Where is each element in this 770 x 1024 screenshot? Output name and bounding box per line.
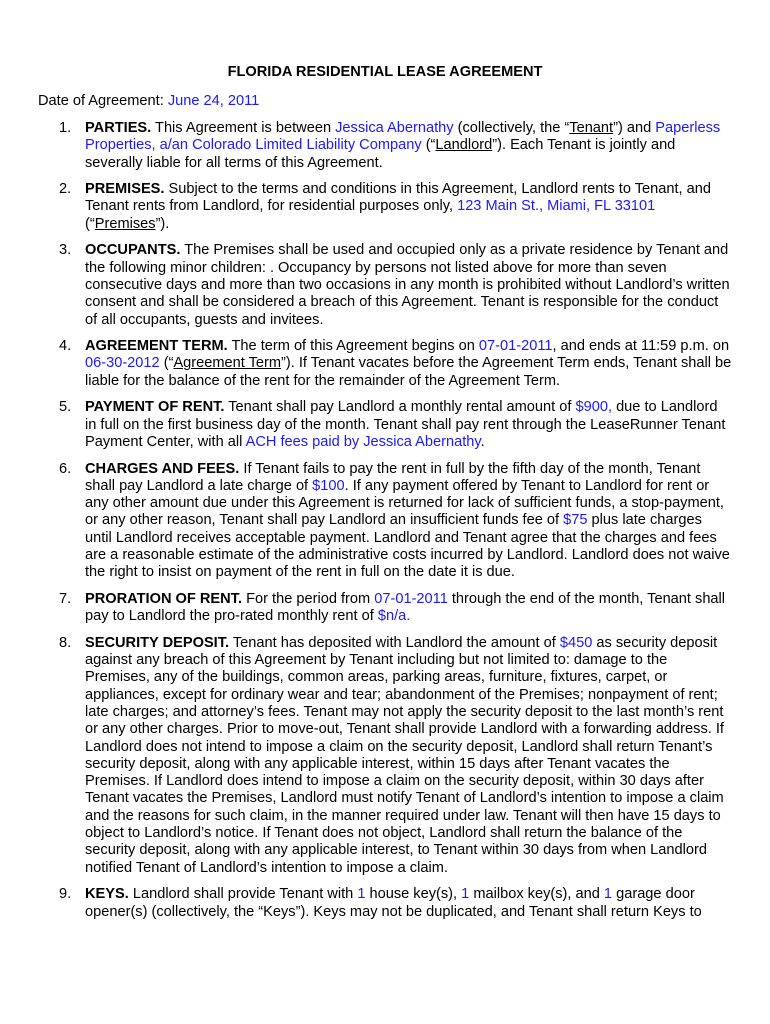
clause-text: Tenant has deposited with Landlord the amount of	[229, 634, 560, 651]
clause-text: , and ends at 11:59 p.m. on	[552, 338, 730, 355]
filled-field-value: $900,	[575, 399, 613, 416]
defined-term: Agreement Term	[173, 355, 282, 372]
clause	[40, 886, 732, 921]
clause-body	[85, 399, 732, 451]
clause-body	[85, 591, 732, 626]
filled-field-value: 1	[603, 886, 613, 903]
clause-text: Landlord shall provide Tenant with	[128, 886, 358, 903]
clause-list	[40, 120, 732, 930]
clause-body	[85, 461, 732, 582]
clause-number: 9.	[59, 886, 72, 903]
clause-text: (“	[159, 355, 174, 372]
date-label: Date of Agreement:	[38, 93, 168, 109]
clause-text: If Tenant fails to pay the rent in full by the fifth day of the month, Tenant shall pay Landlord a late charge of	[85, 460, 701, 494]
clause-text: plus late charges until Landlord receives acceptable payment. Landlord and Tenant agree that the charges and fees are a reasonable estimate of the administrative costs incurred by Landlord. Landlord does not waive the right to insist on payment of the rent in full on the date it is due.	[85, 512, 730, 581]
filled-field-value: 123 Main St., Miami, FL 33101	[457, 198, 656, 215]
clause-title: AGREEMENT TERM.	[85, 338, 228, 355]
clause	[40, 120, 732, 172]
clause-body	[85, 242, 732, 328]
filled-field-value: Jessica Abernathy	[335, 120, 454, 136]
filled-field-value: 1	[357, 886, 366, 903]
filled-field-value: 07-01-2011	[478, 338, 553, 355]
clause-number: 3.	[59, 242, 72, 259]
clause-title: PREMISES.	[85, 181, 165, 198]
clause-title: PARTIES.	[85, 120, 152, 136]
clause-text: The Premises shall be used and occupied only as a private residence by Tenant and the following minor children: . Occupancy by persons not listed above for more than seven consecutive days and more than two occasions in any month is prohibited without Landlord’s written consent and shall be considered a breach of this Agreement. Tenant is responsible for the conduct of all occupants, guests and invitees.	[85, 242, 730, 328]
clause	[40, 591, 732, 626]
clause-text: .	[480, 433, 485, 450]
clause-title: OCCUPANTS.	[85, 242, 181, 259]
clause-number: 7.	[59, 590, 72, 607]
clause	[40, 181, 732, 233]
clause-title: PRORATION OF RENT.	[85, 590, 243, 607]
clause-number: 8.	[59, 634, 72, 651]
clause-text: (“	[421, 137, 436, 154]
clause-text: through the end of the month, Tenant shall pay to Landlord the pro-rated monthly rent of	[85, 590, 726, 625]
clause-text: ”).	[155, 215, 170, 232]
clause-text: The term of this Agreement begins on	[227, 338, 479, 355]
clause-number: 6.	[59, 460, 72, 477]
clause-text: (collectively, the “	[453, 120, 570, 136]
clause-text: (“	[85, 215, 95, 232]
clause-text: ”). If Tenant vacates before the Agreement Term ends, Tenant shall be liable for the balance of the rent for the remainder of the Agreement Term.	[85, 355, 732, 389]
clause-number: 5.	[59, 399, 72, 416]
clause-text: This Agreement is between	[151, 120, 336, 136]
filled-field-value: 06-30-2012	[85, 355, 160, 372]
clause-body	[85, 181, 732, 233]
clause-body	[85, 120, 732, 172]
filled-field-value: 07-01-2011	[374, 590, 448, 607]
clause-text: as security deposit against any breach of this Agreement by Tenant including but not limited to: damage to the Premises, any of the buildings, common areas, parking areas, furniture, fixtures, carpet, or appliances, except for ordinary wear and tear; abandonment of the Premises; nonpayment of rent; late charges; and attorney’s fees. Tenant may not apply the security deposit to the last month’s rent or any other charges. Prior to move-out, Tenant shall provide Landlord with a forwarding address. If Landlord does not intend to impose a claim on the security deposit, Landlord shall return Tenant’s security deposit, along with any applicable interest, within 15 days after Tenant vacates the Premises. If Landlord does intend to impose a claim on the security deposit, within 30 days after Tenant vacates the Premises, Landlord must notify Tenant of Landlord’s intention to impose a claim and the reasons for such claim, in the manner required under law. Tenant will then have 15 days to object to Landlord’s notice. If Tenant does not object, Landlord shall return the balance of the security deposit, along with any applicable interest, to Tenant within 30 days from when Landlord notified Tenant of Landlord’s intention to impose a claim.	[85, 634, 724, 876]
document-title: FLORIDA RESIDENTIAL LEASE AGREEMENT	[227, 64, 543, 80]
clause-text: Subject to the terms and conditions in this Agreement, Landlord rents to Tenant, and Tenant rents from Landlord, for residential purposes only,	[85, 181, 712, 215]
defined-term: Tenant	[569, 120, 614, 136]
filled-field-value: $450	[559, 634, 593, 651]
date-value: June 24, 2011	[167, 93, 260, 109]
filled-field-value: $75	[563, 512, 588, 529]
filled-field-value: $100	[312, 477, 345, 494]
clause-title: KEYS.	[85, 886, 129, 903]
filled-field-value: ACH fees paid by Jessica Abernathy	[245, 433, 481, 450]
agreement-date-line	[38, 93, 259, 110]
clause-number: 4.	[59, 338, 72, 355]
clause-text: Tenant shall pay Landlord a monthly rental amount of	[224, 399, 576, 416]
clause-text: due to Landlord in full on the first business day of the month. Tenant shall pay rent through the LeaseRunner Tenant Payment Center, with all	[85, 399, 726, 450]
clause	[40, 399, 732, 451]
clause	[40, 242, 732, 328]
defined-term: Landlord	[435, 137, 493, 154]
clause-text: ”). Each Tenant is jointly and severally liable for all terms of this Agreement.	[85, 137, 676, 171]
clause-text: For the period from	[242, 590, 375, 607]
clause-text: mailbox key(s), and	[469, 886, 604, 903]
clause-title: PAYMENT OF RENT.	[85, 399, 225, 416]
clause	[40, 635, 732, 877]
clause-body	[85, 635, 732, 877]
defined-term: Premises	[94, 215, 156, 232]
clause-text: ”) and	[613, 120, 656, 136]
clause-text: house key(s),	[365, 886, 462, 903]
clause-body	[85, 338, 732, 390]
clause-number: 1.	[59, 120, 72, 136]
filled-field-value: Paperless Properties, a/an Colorado Limited Liability Company	[85, 120, 721, 154]
clause-text: . If any payment offered by Tenant to Landlord for rent or any other amount due under this Agreement is returned for lack of sufficient funds, a stop-payment, or any other reason, Tenant shall pay Landlord an insufficient funds fee of	[85, 477, 724, 529]
clause-text: garage door opener(s) (collectively, the “Keys”). Keys may not be duplicated, and Tenant shall return Keys to	[85, 886, 702, 920]
clause	[40, 338, 732, 390]
clause-number: 2.	[59, 181, 72, 198]
clause-title: CHARGES AND FEES.	[85, 460, 240, 477]
clause-title: SECURITY DEPOSIT.	[85, 634, 230, 651]
clause	[40, 461, 732, 582]
filled-field-value: 1	[461, 886, 470, 903]
clause-body	[85, 886, 732, 921]
filled-field-value: $n/a.	[377, 608, 411, 625]
